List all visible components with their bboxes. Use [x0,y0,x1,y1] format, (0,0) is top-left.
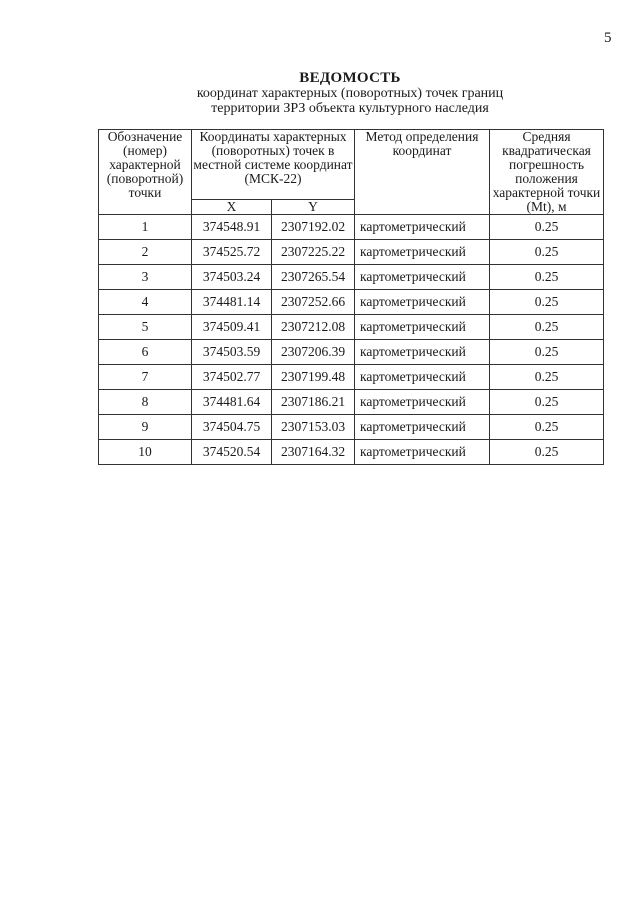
method-cell: картометрический [355,365,490,390]
y-coordinate-cell: 2307199.48 [272,365,355,390]
method-cell: картометрический [355,265,490,290]
method-cell: картометрический [355,440,490,465]
y-coordinate-cell: 2307206.39 [272,340,355,365]
method-cell: картометрический [355,390,490,415]
y-coordinate-cell: 2307265.54 [272,265,355,290]
table-row [99,315,604,340]
point-number-cell: 4 [99,290,192,315]
error-cell: 0.25 [490,240,604,265]
x-coordinate-cell: 374481.64 [192,390,272,415]
method-cell: картометрический [355,240,490,265]
x-coordinate-cell: 374509.41 [192,315,272,340]
point-number-cell: 7 [99,365,192,390]
page-number: 5 [604,30,612,46]
table-row [99,440,604,465]
header-y: Y [272,199,355,214]
x-coordinate-cell: 374481.14 [192,290,272,315]
header-method: Метод определения координат [355,130,490,215]
header-coordinates: Координаты характерных (поворотных) точек в местной системе координат (МСК-22) [192,130,355,200]
error-cell: 0.25 [490,215,604,240]
y-coordinate-cell: 2307186.21 [272,390,355,415]
y-coordinate-cell: 2307164.32 [272,440,355,465]
x-coordinate-cell: 374503.24 [192,265,272,290]
header-designation: Обозначение (номер) характерной (поворотной) точки [99,130,192,215]
header-error: Средняя квадратическая погрешность положения характерной точки (Mt), м [490,130,604,215]
point-number-cell: 5 [99,315,192,340]
point-number-cell: 6 [99,340,192,365]
x-coordinate-cell: 374504.75 [192,415,272,440]
table-body [99,215,604,465]
error-cell: 0.25 [490,340,604,365]
error-cell: 0.25 [490,265,604,290]
table-row [99,390,604,415]
table-row [99,415,604,440]
method-cell: картометрический [355,215,490,240]
y-coordinate-cell: 2307212.08 [272,315,355,340]
error-cell: 0.25 [490,440,604,465]
error-cell: 0.25 [490,290,604,315]
error-cell: 0.25 [490,390,604,415]
x-coordinate-cell: 374548.91 [192,215,272,240]
point-number-cell: 2 [99,240,192,265]
point-number-cell: 1 [99,215,192,240]
coordinates-table [98,129,604,465]
y-coordinate-cell: 2307192.02 [272,215,355,240]
header-x: X [192,199,272,214]
y-coordinate-cell: 2307153.03 [272,415,355,440]
point-number-cell: 9 [99,415,192,440]
error-cell: 0.25 [490,415,604,440]
error-cell: 0.25 [490,315,604,340]
document-title: ВЕДОМОСТЬ [299,70,401,86]
method-cell: картометрический [355,340,490,365]
method-cell: картометрический [355,415,490,440]
table-row [99,340,604,365]
method-cell: картометрический [355,315,490,340]
subtitle-line-1: координат характерных (поворотных) точек границ [196,86,504,101]
table-row [99,240,604,265]
x-coordinate-cell: 374503.59 [192,340,272,365]
subtitle-line-2: территории ЗРЗ объекта культурного наследия [211,101,489,116]
x-coordinate-cell: 374520.54 [192,440,272,465]
x-coordinate-cell: 374502.77 [192,365,272,390]
table-row [99,215,604,240]
y-coordinate-cell: 2307225.22 [272,240,355,265]
x-coordinate-cell: 374525.72 [192,240,272,265]
table-row [99,265,604,290]
error-cell: 0.25 [490,365,604,390]
point-number-cell: 10 [99,440,192,465]
y-coordinate-cell: 2307252.66 [272,290,355,315]
point-number-cell: 8 [99,390,192,415]
table-row [99,290,604,315]
method-cell: картометрический [355,290,490,315]
table-row [99,365,604,390]
document-subtitle [0,86,640,116]
point-number-cell: 3 [99,265,192,290]
